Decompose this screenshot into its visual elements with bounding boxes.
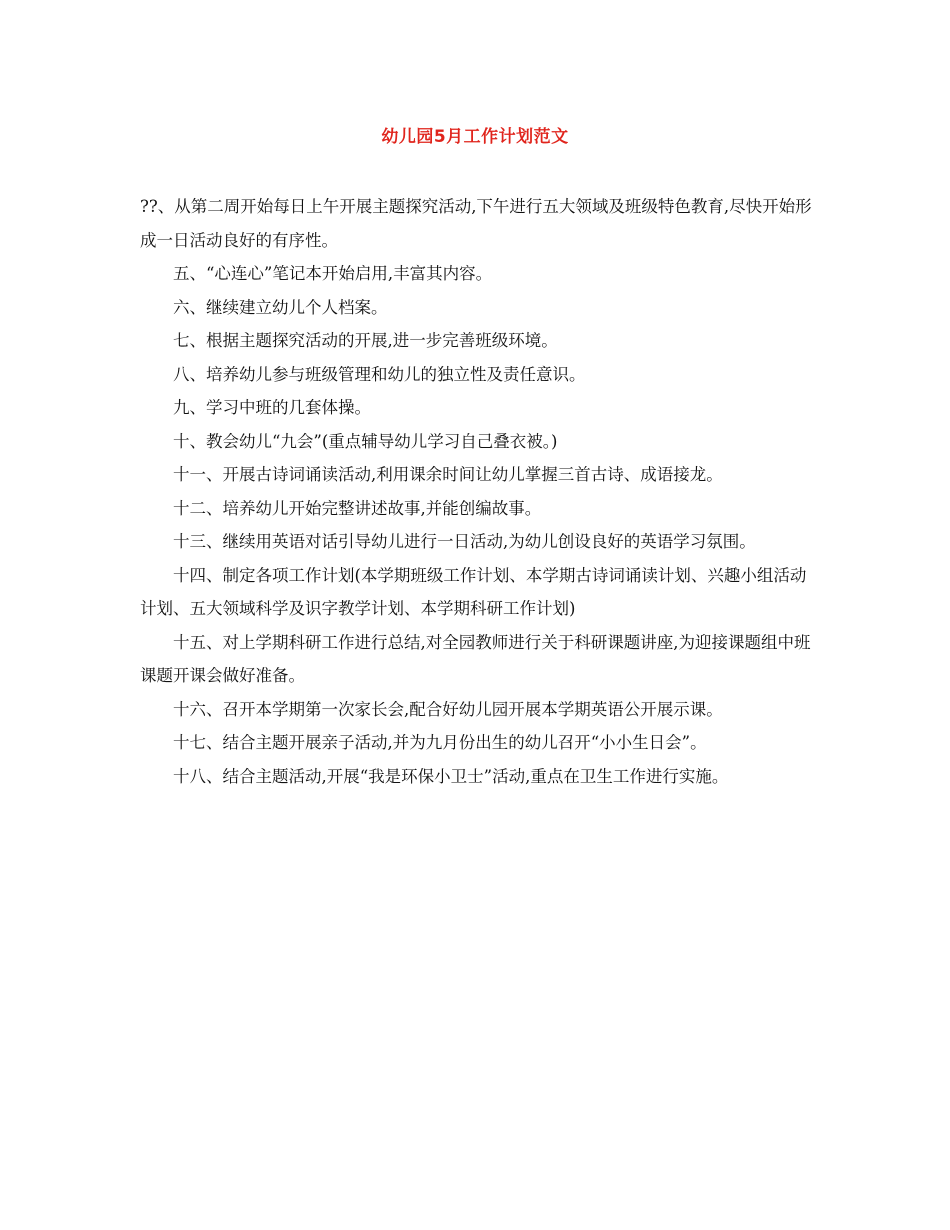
paragraph-item: 五、“心连心”笔记本开始启用,丰富其内容。 xyxy=(173,264,493,283)
paragraph-item: 七、根据主题探究活动的开展,进一步完善班级环境。 xyxy=(173,331,558,350)
document-title: 幼儿园5月工作计划范文 xyxy=(381,127,569,147)
paragraph-item: 十七、结合主题开展亲子活动,并为九月份出生的幼儿召开“小小生日会”。 xyxy=(173,733,707,752)
paragraph-item: 八、培养幼儿参与班级管理和幼儿的独立性及责任意识。 xyxy=(173,364,586,384)
paragraph-item: 十二、培养幼儿开始完整讲述故事,并能创编故事。 xyxy=(173,498,542,518)
paragraph-item: 十、教会幼儿“九会”(重点辅导幼儿学习自己叠衣被。) xyxy=(173,431,558,451)
paragraph-item: ??、从第二周开始每日上午开展主题探究活动,下午进行五大领域及班级特色教育,尽快开始形成一日活动良好的有序性。 xyxy=(140,197,812,250)
paragraph-item: 十八、结合主题活动,开展“我是环保小卫士”活动,重点在卫生工作进行实施。 xyxy=(173,766,729,786)
document-body xyxy=(140,190,820,793)
paragraph-item: 十一、开展古诗词诵读活动,利用课余时间让幼儿掌握三首古诗、成语接龙。 xyxy=(173,465,723,484)
paragraph-item: 十六、召开本学期第一次家长会,配合好幼儿园开展本学期英语公开展示课。 xyxy=(173,699,723,719)
paragraph-item: 十四、制定各项工作计划(本学期班级工作计划、本学期古诗词诵读计划、兴趣小组活动计划、五大领域科学及识字教学计划、本学期科研工作计划) xyxy=(140,565,807,618)
paragraph-item: 十五、对上学期科研工作进行总结,对全园教师进行关于科研课题讲座,为迎接课题组中班课题开课会做好准备。 xyxy=(140,632,811,685)
paragraph-item: 十三、继续用英语对话引导幼儿进行一日活动,为幼儿创设良好的英语学习氛围。 xyxy=(173,532,756,551)
paragraph-item: 九、学习中班的几套体操。 xyxy=(173,398,371,417)
paragraph-item: 六、继续建立幼儿个人档案。 xyxy=(173,297,388,317)
